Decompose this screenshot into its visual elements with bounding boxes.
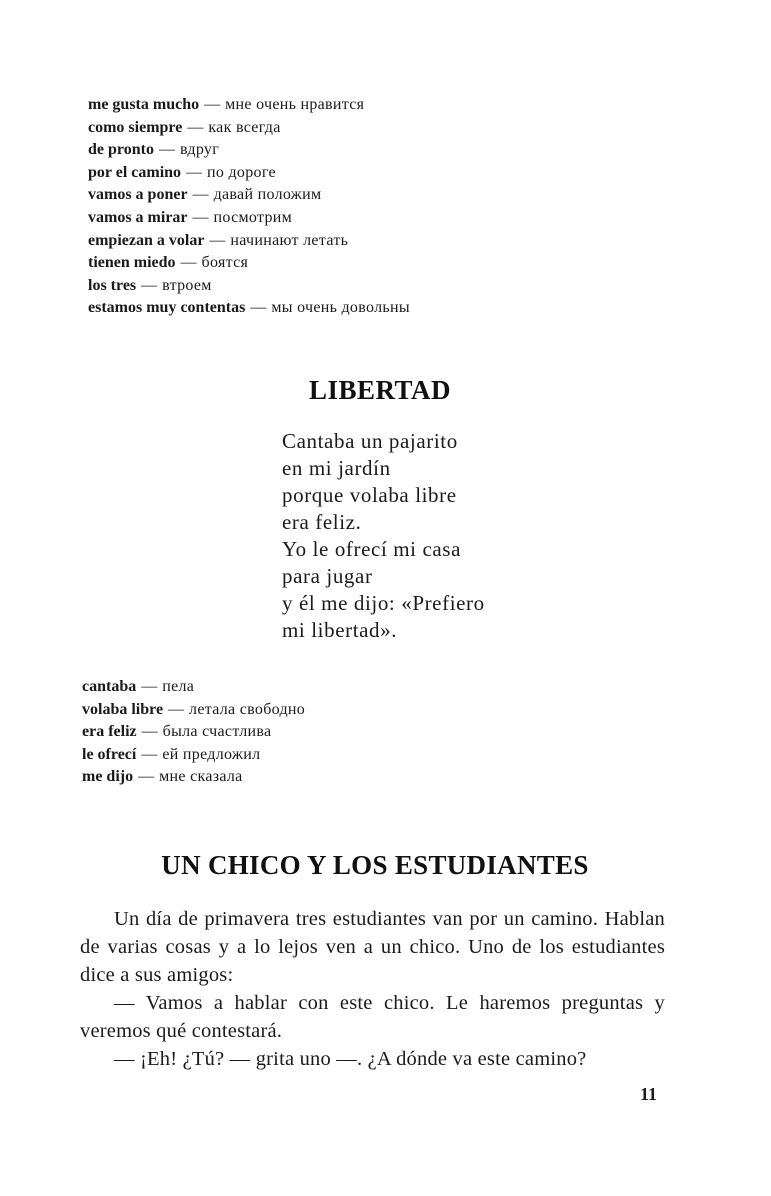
- poem-text: [282, 428, 485, 644]
- russian-translation: втроем: [162, 276, 212, 294]
- russian-translation: вдруг: [179, 141, 220, 159]
- vocabulary-entry: [82, 676, 305, 699]
- separator-dash: —: [192, 186, 209, 204]
- russian-translation: была счастлива: [162, 723, 272, 741]
- story-paragraph: — Vamos a hablar con este chico. Le haremos preguntas y veremos qué contestará.: [80, 992, 665, 1042]
- spanish-phrase: me gusta mucho: [88, 96, 200, 113]
- story-title: UN CHICO Y LOS ESTUDIANTES: [161, 850, 589, 880]
- vocabulary-entry: [88, 252, 410, 275]
- vocabulary-entry: [82, 699, 305, 722]
- russian-translation: летала свободно: [189, 700, 306, 718]
- russian-translation: давай положим: [213, 186, 322, 204]
- vocabulary-entry: [88, 275, 410, 298]
- spanish-phrase: empiezan a volar: [88, 231, 205, 249]
- vocabulary-entry: [82, 721, 305, 744]
- vocabulary-entry: [88, 162, 410, 185]
- poem-line: para jugar: [282, 564, 373, 588]
- separator-dash: —: [141, 723, 158, 741]
- spanish-phrase: de pronto: [88, 141, 154, 159]
- russian-translation: начинают летать: [230, 231, 349, 249]
- vocabulary-entry: [88, 117, 410, 140]
- story-text: [80, 905, 665, 1073]
- poem-line: era feliz.: [282, 510, 362, 534]
- poem-line: Yo le ofrecí mi casa: [282, 537, 461, 561]
- poem-line: Cantaba un pajarito: [282, 429, 458, 453]
- russian-translation: мне сказала: [159, 768, 243, 786]
- russian-translation: как всегда: [208, 118, 281, 136]
- separator-dash: —: [187, 118, 204, 136]
- vocabulary-entry: [88, 297, 410, 320]
- vocabulary-entry: [88, 94, 410, 117]
- separator-dash: —: [250, 299, 267, 317]
- vocabulary-entry: [82, 744, 305, 767]
- vocabulary-entry: [88, 230, 410, 253]
- vocabulary-entry: [88, 139, 410, 162]
- separator-dash: —: [186, 163, 203, 181]
- spanish-phrase: volaba libre: [82, 700, 164, 718]
- separator-dash: —: [138, 768, 155, 786]
- separator-dash: —: [204, 96, 221, 113]
- russian-translation: посмотрим: [213, 208, 293, 226]
- poem-title: LIBERTAD: [308, 375, 452, 405]
- spanish-phrase: estamos muy contentas: [88, 299, 246, 317]
- poem-line: mi libertad».: [282, 618, 398, 642]
- separator-dash: —: [141, 678, 158, 695]
- separator-dash: —: [192, 208, 209, 226]
- separator-dash: —: [141, 276, 158, 294]
- vocabulary-list-top: [88, 94, 410, 320]
- vocabulary-entry: [88, 207, 410, 230]
- spanish-phrase: era feliz: [82, 723, 137, 741]
- russian-translation: боятся: [201, 254, 249, 272]
- separator-dash: —: [209, 231, 226, 249]
- russian-translation: мы очень довольны: [271, 299, 410, 317]
- spanish-phrase: por el camino: [88, 163, 182, 181]
- page-number: 11: [640, 1084, 658, 1104]
- spanish-phrase: los tres: [88, 276, 137, 294]
- spanish-phrase: me dijo: [82, 768, 134, 786]
- vocabulary-entry: [88, 184, 410, 207]
- poem-line: en mi jardín: [282, 456, 391, 480]
- poem-line: y él me dijo: «Prefiero: [282, 591, 485, 615]
- story-paragraph: Un día de primavera tres estudiantes van por un camino. Hablan de varias cosas y a lo lejos ven a un chico. Uno de los estudiantes dice a sus amigos:: [80, 908, 665, 986]
- spanish-phrase: como siempre: [88, 118, 183, 136]
- vocabulary-entry: [82, 766, 305, 789]
- vocabulary-list-poem: [82, 676, 305, 789]
- story-paragraph: — ¡Eh! ¿Tú? — grita uno —. ¿A dónde va este camino?: [114, 1048, 587, 1070]
- separator-dash: —: [141, 745, 158, 763]
- russian-translation: пела: [162, 678, 195, 695]
- russian-translation: по дороге: [207, 163, 276, 181]
- russian-translation: мне очень нравится: [225, 96, 365, 113]
- separator-dash: —: [180, 254, 197, 272]
- poem-line: porque volaba libre: [282, 483, 457, 507]
- spanish-phrase: vamos a mirar: [88, 208, 188, 226]
- separator-dash: —: [168, 700, 185, 718]
- spanish-phrase: le ofrecí: [82, 745, 137, 763]
- separator-dash: —: [158, 141, 175, 159]
- spanish-phrase: cantaba: [82, 678, 137, 695]
- spanish-phrase: vamos a poner: [88, 186, 188, 204]
- russian-translation: ей предложил: [162, 745, 261, 763]
- spanish-phrase: tienen miedo: [88, 254, 176, 272]
